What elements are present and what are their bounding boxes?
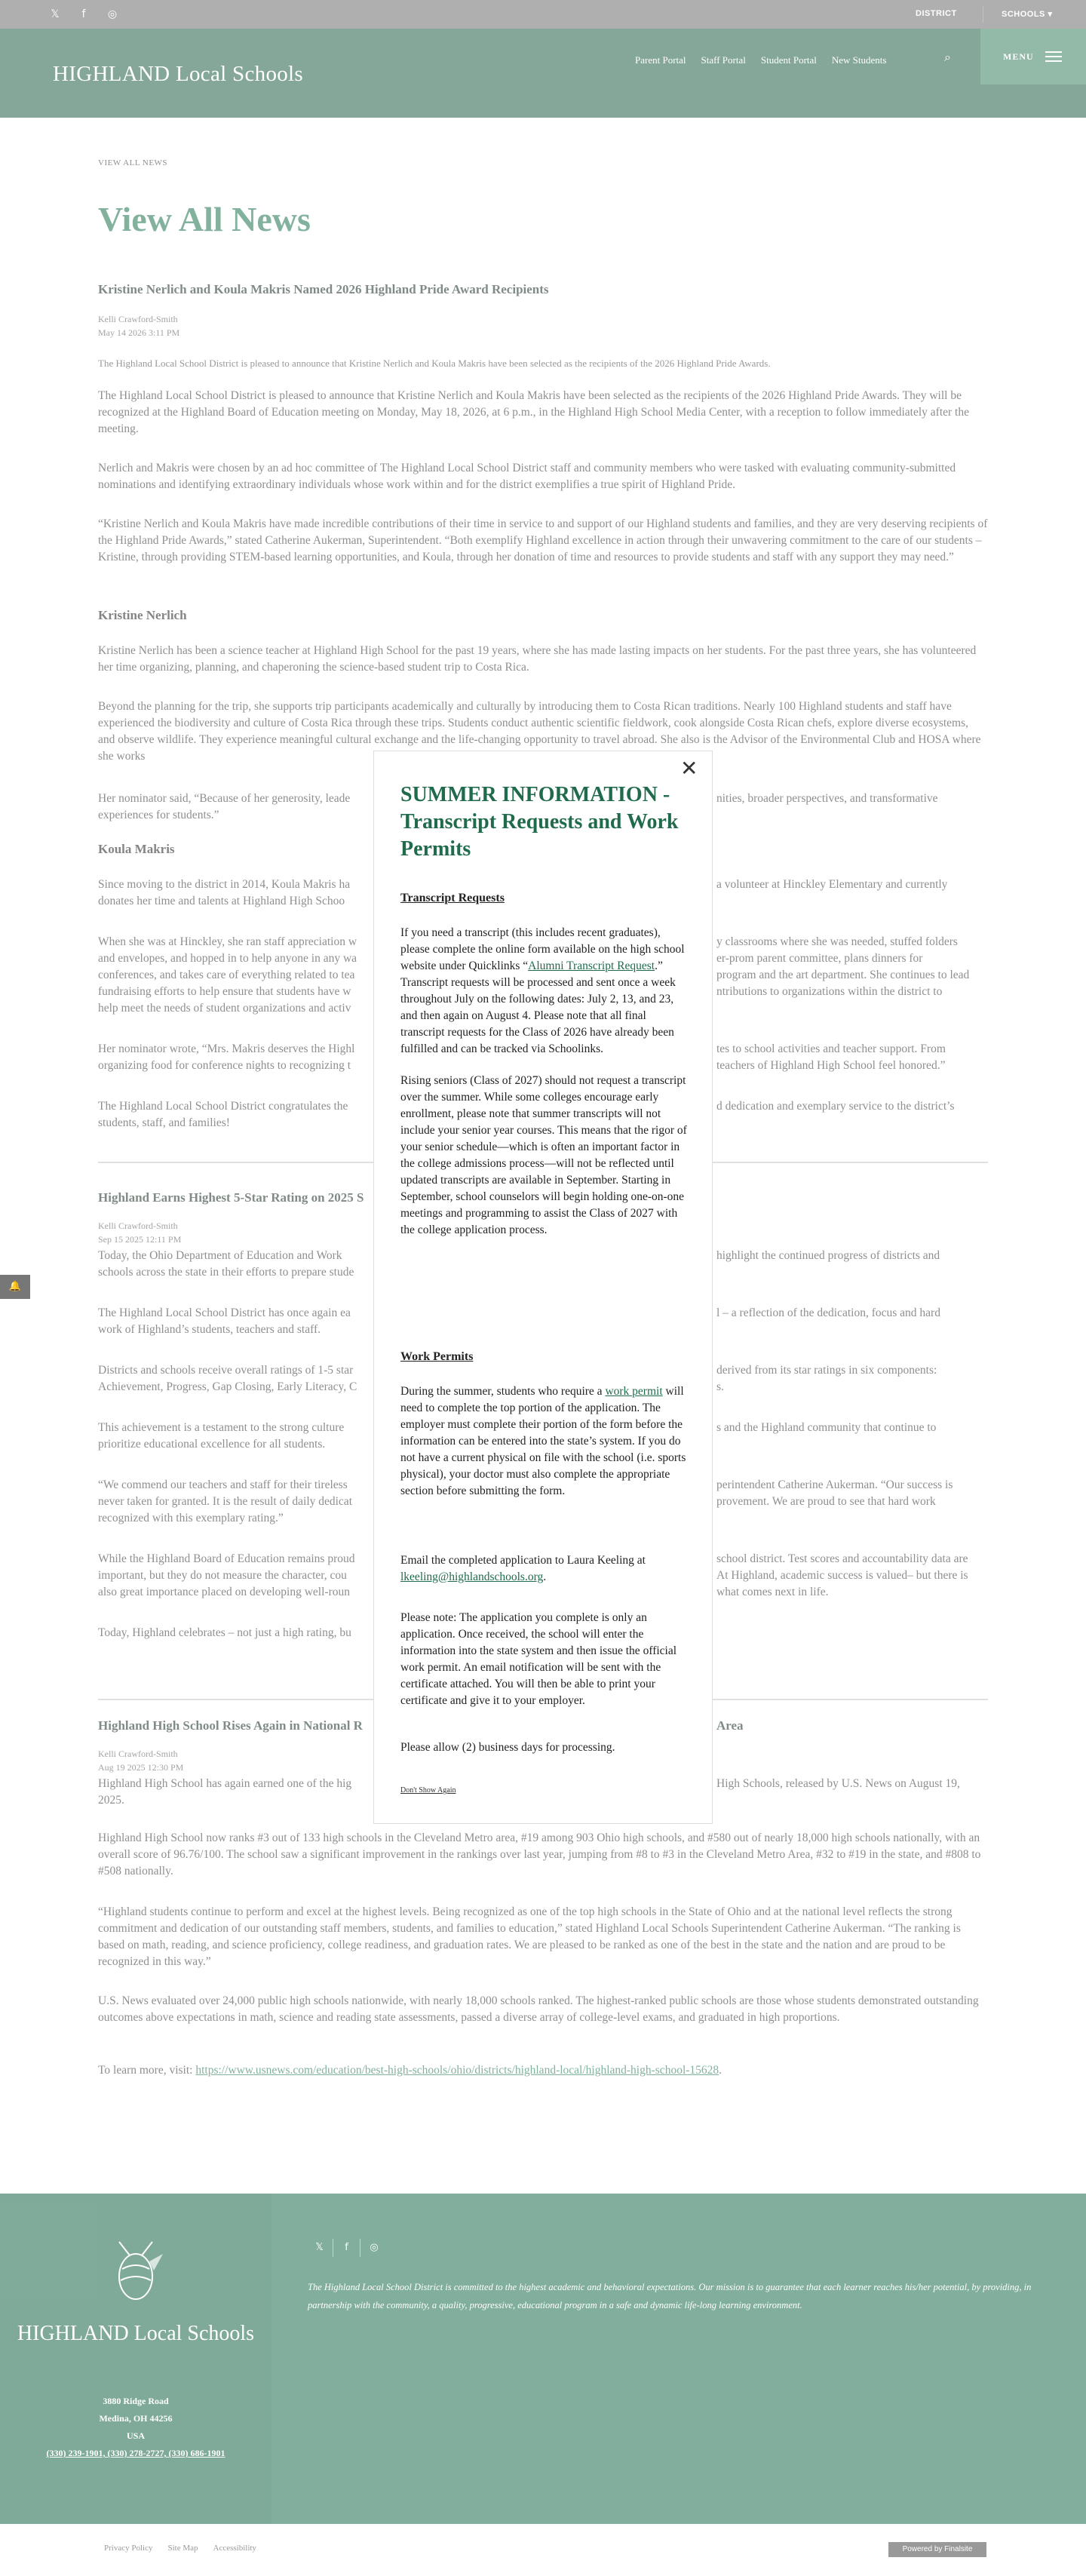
- article-paragraph-fragment: ntributions to organizations within the district to: [716, 985, 943, 998]
- site-map-link[interactable]: Site Map: [167, 2544, 198, 2553]
- modal-paragraph: Please allow (2) business days for processing.: [400, 1741, 615, 1754]
- article-paragraph: When she was at Hinckley, she ran staff appreciation w: [98, 935, 357, 948]
- article-paragraph-fragment: fundraising efforts to help ensure that students have w: [98, 985, 351, 998]
- nav-student-portal[interactable]: Student Portal: [760, 54, 817, 66]
- alumni-transcript-link[interactable]: Alumni Transcript Request: [528, 959, 655, 972]
- article-paragraph-fragment: recognized with this exemplary rating.”: [98, 1512, 284, 1524]
- article-summary: The Highland Local School District is pleased to announce that Kristine Nerlich and Koula Makris have been selected as the recipients of the 2026 Highland Pride Awards.: [98, 358, 771, 369]
- article-paragraph-fragment: conferences, and takes care of everything related to tea: [98, 969, 355, 981]
- footer-title: HIGHLAND Local Schools: [17, 2322, 255, 2345]
- learn-more-label: To learn more, visit:: [98, 2064, 196, 2077]
- address-country: USA: [126, 2430, 145, 2441]
- article-author: Kelli Crawford-Smith: [98, 1749, 178, 1759]
- address-street: 3880 Ridge Road: [103, 2396, 169, 2406]
- modal-text: If you need a transcript (this includes recent graduates), please complete the online form available on the high school website under Quicklinks “: [400, 926, 685, 972]
- article-paragraph-fragment: help meet the needs of student organizations and activ: [98, 1002, 351, 1015]
- article-paragraph: While the Highland Board of Education remains proud: [98, 1552, 355, 1565]
- article-paragraph-fragment: er-prom parent committee, plans dinners for: [716, 952, 923, 965]
- powered-by-badge[interactable]: Powered by Finalsite: [888, 2542, 986, 2557]
- email-link[interactable]: lkeeling@highlandschools.org: [400, 1570, 544, 1583]
- article-paragraph: Nerlich and Makris were chosen by an ad hoc committee of The Highland Local School District staff and community members who were tasked with evaluating community-submitted nominations and identifying extraordinary individuals whose work within and for the district exemplifies a true spirit of Highland Pride.: [98, 462, 956, 491]
- article-paragraph: The Highland Local School District has once again ea: [98, 1306, 351, 1319]
- article-paragraph: Today, the Ohio Department of Education and Work: [98, 1249, 342, 1262]
- modal-paragraph: [400, 1383, 691, 1500]
- district-link[interactable]: DISTRICT: [916, 9, 957, 18]
- breadcrumb[interactable]: VIEW ALL NEWS: [98, 158, 168, 167]
- article-paragraph: Today, Highland celebrates – not just a high rating, bu: [98, 1626, 351, 1639]
- article-paragraph: “Highland students continue to perform and excel at the highest levels. Being recognized as one of the top high schools in the State of Ohio and at the national level reflects the strong commitment and dedication of our outstanding staff members, students, and families to education,” stated Highland Local Schools Superintendent Catherine Aukerman. “The ranking is based on math, reading, and science proficiency, college readiness, and graduation rates. We are pleased to be ranked as one of the best in the state and the nation and are proud to be recognized in this way.”: [98, 1905, 961, 1968]
- article-date: Sep 15 2025 12:11 PM: [98, 1234, 182, 1245]
- modal-heading-transcripts: Transcript Requests: [400, 892, 505, 904]
- article-paragraph-fragment: donates her time and talents at Highland High Schoo: [98, 895, 345, 907]
- article-paragraph-fragment: tes to school activities and teacher support. From: [716, 1042, 946, 1055]
- modal-text: .” Transcript requests will be processed and sent once a week throughout July on the following dates: July 2, 13, and 23, and then again on August 4. Please note that all final transcript requests for the Class of 2026 have already been fulfilled and can be tracked via Schoolinks.: [400, 959, 676, 1055]
- page-title: View All News: [98, 200, 311, 238]
- phone-links[interactable]: (330) 239-1901, (330) 278-2727, (330) 686-1901: [46, 2448, 225, 2458]
- article-paragraph: Highland High School has again earned one of the hig: [98, 1777, 352, 1790]
- article-paragraph: This achievement is a testament to the strong culture: [98, 1421, 345, 1434]
- article-paragraph: The Highland Local School District congratulates the: [98, 1100, 348, 1113]
- nav-staff-portal[interactable]: Staff Portal: [701, 54, 746, 66]
- nav-new-students[interactable]: New Students: [831, 54, 887, 66]
- article-date: May 14 2026 3:11 PM: [98, 327, 180, 338]
- article-paragraph-fragment: s.: [716, 1380, 724, 1393]
- article-subheading: Koula Makris: [98, 842, 175, 856]
- article-date: Aug 19 2025 12:30 PM: [98, 1762, 184, 1773]
- article-paragraph-fragment: provement. We are proud to see that hard work: [716, 1495, 936, 1508]
- article-paragraph-fragment: and envelopes, and hopped in to help anyone in any wa: [98, 952, 357, 965]
- instagram-icon[interactable]: ◎: [107, 8, 118, 20]
- modal-text: Email the completed application to Laura Keeling at: [400, 1554, 646, 1567]
- article-title-fragment[interactable]: Area: [716, 1718, 744, 1733]
- article-paragraph-fragment: students, staff, and families!: [98, 1116, 230, 1129]
- instagram-icon[interactable]: ◎: [370, 2242, 379, 2253]
- article-paragraph-fragment: teachers of Highland High School feel honored.”: [716, 1059, 946, 1072]
- article-paragraph: Her nominator said, “Because of her generosity, leade: [98, 792, 351, 805]
- article-paragraph: U.S. News evaluated over 24,000 public high schools nationwide, with nearly 18,000 schools ranked. The highest-ranked public schools are those whose students demonstrated outstanding outcomes above expectations in math, science and reading state assessments, passed a diverse array of college-level exams, and graduated in high proportions.: [98, 1994, 979, 2024]
- article-paragraph: “Kristine Nerlich and Koula Makris have made incredible contributions of their time in service to and support of our Highland students and families, and they are very deserving recipients of the Highland Pride Awards,” stated Catherine Aukerman, Superintendent. “Both exemplify Highland excellence in action through their unwavering commitment to the care of our students – Kristine, through providing STEM-based learning opportunities, and Koula, through her donation of time and resources to provide students and staff with any support they may need.”: [98, 517, 988, 563]
- article-paragraph-fragment: school district. Test scores and accountability data are: [716, 1552, 968, 1565]
- article-paragraph-fragment: y classrooms where she was needed, stuffed folders: [716, 935, 958, 948]
- article-paragraph: The Highland Local School District is pleased to announce that Kristine Nerlich and Koula Makris have been selected as the recipients of the 2026 Highland Pride Awards. They will be recognized at the Highland Board of Education meeting on Monday, May 18, 2026, at 6 p.m., in the Highland High School Media Center, with a reception to follow immediately after the meeting.: [98, 389, 969, 435]
- bell-icon: 🔔: [8, 1281, 22, 1292]
- article-paragraph: Beyond the planning for the trip, she supports trip participants academically and culturally by introducing them to Costa Rican traditions. Nearly 100 Highland students and staff have experienced the biodiversity and culture of Costa Rica through these trips. Students conduct authentic scientific fieldwork, cook alongside Costa Rican chefs, explore diverse ecosystems, and observe wildlife. They experience meaningful cultural exchange and the life-changing opportunity to travel abroad. She also is the Advisor of the Environmental Club and HOSA where she works: [98, 700, 981, 763]
- accessibility-link[interactable]: Accessibility: [213, 2544, 256, 2553]
- article-title-link[interactable]: Kristine Nerlich and Koula Makris Named 2026 Highland Pride Award Recipients: [98, 282, 549, 296]
- article-title-link[interactable]: Highland Earns Highest 5-Star Rating on 2025 S: [98, 1190, 364, 1205]
- article-paragraph-fragment: program and the art department. She continues to lead: [716, 969, 970, 981]
- article-paragraph-fragment: a volunteer at Hinckley Elementary and currently: [716, 878, 948, 891]
- modal-paragraph: Rising seniors (Class of 2027) should not request a transcript over the summer. While some colleges encourage early enrollment, please note that summer transcripts will not include your senior year courses. This means that the rigor of your senior schedule—which is often an important factor in the college admissions process—will not be reflected until updated transcripts are available in September. Starting in September, school counselors will begin holding one-on-one meetings and programming to assist the Class of 2027 with the college application process.: [400, 1074, 687, 1236]
- schools-dropdown[interactable]: SCHOOLS ▾: [1002, 10, 1053, 19]
- twitter-icon[interactable]: 𝕏: [51, 8, 60, 20]
- article-author: Kelli Crawford-Smith: [98, 1220, 178, 1231]
- article-author: Kelli Crawford-Smith: [98, 314, 178, 324]
- modal-paragraph: [400, 925, 691, 1058]
- modal-paragraph: [400, 1552, 691, 1586]
- article-subheading: Kristine Nerlich: [98, 608, 187, 622]
- article-paragraph-fragment: d dedication and exemplary service to the district’s: [716, 1100, 955, 1113]
- article-paragraph-fragment: also great importance placed on developing well-roun: [98, 1586, 350, 1598]
- work-permit-link[interactable]: work permit: [605, 1385, 663, 1398]
- article-paragraph-fragment: organizing food for conference nights to recognizing t: [98, 1059, 351, 1072]
- nav-parent-portal[interactable]: Parent Portal: [635, 54, 686, 66]
- article-paragraph-fragment: never taken for granted. It is the result of daily dedicat: [98, 1495, 352, 1508]
- article-paragraph-fragment: what comes next in life.: [716, 1586, 829, 1598]
- article-paragraph-fragment: High Schools, released by U.S. News on August 19,: [716, 1777, 960, 1790]
- article-paragraph-fragment: nities, broader perspectives, and transformative: [716, 792, 938, 805]
- article-paragraph-fragment: work of Highland’s students, teachers and staff.: [98, 1323, 321, 1336]
- article-paragraph: Her nominator wrote, “Mrs. Makris deserves the Highl: [98, 1042, 355, 1055]
- facebook-icon[interactable]: f: [333, 2239, 360, 2257]
- modal-heading-work-permits: Work Permits: [400, 1350, 474, 1363]
- article-paragraph: Kristine Nerlich has been a science teacher at Highland High School for the past 19 years, where she has made lasting impacts on her students. For the past three years, she has volunteered her time organizing, planning, and chaperoning the science-based student trip to Costa Rica.: [98, 644, 977, 674]
- menu-label: MENU: [1003, 51, 1034, 62]
- mission-statement: The Highland Local School District is committed to the highest academic and behavioral expectations. Our mission is to guarantee that each learner reaches his/her potential, by providing, in partnership with the community, a quality, progressive, educational program in a safe and dynamic life-long learning environment.: [308, 2282, 1032, 2310]
- modal-paragraph: Please note: The application you complete is only an application. Once received, the school will enter the information into the state system and then issue the official work permit. An email notification will be sent with the certificate attached. You will then be able to print your certificate and give it to your employer.: [400, 1611, 677, 1707]
- facebook-icon[interactable]: f: [81, 8, 86, 20]
- modal-text: During the summer, students who require a: [400, 1385, 606, 1398]
- summer-info-modal: [373, 751, 713, 1824]
- article-paragraph-fragment: At Highland, academic success is valued– but there is: [716, 1569, 968, 1582]
- article-paragraph: “We commend our teachers and staff for their tireless: [98, 1478, 348, 1491]
- article-title-link[interactable]: Highland High School Rises Again in National R: [98, 1718, 363, 1733]
- article-paragraph: Districts and schools receive overall ratings of 1-5 star: [98, 1364, 354, 1377]
- address-city: Medina, OH 44256: [99, 2413, 173, 2424]
- article-paragraph-fragment: prioritize educational excellence for all students.: [98, 1438, 326, 1451]
- article-paragraph-fragment: 2025.: [98, 1794, 124, 1807]
- article-paragraph-fragment: schools across the state in their efforts to prepare stude: [98, 1266, 354, 1279]
- site-logo[interactable]: HIGHLAND Local Schools: [53, 62, 303, 86]
- accessibility-tab[interactable]: [0, 1275, 30, 1299]
- article-paragraph-fragment: derived from its star ratings in six components:: [716, 1364, 937, 1377]
- article-paragraph-fragment: highlight the continued progress of districts and: [716, 1249, 940, 1262]
- modal-text: .: [543, 1570, 547, 1583]
- article-paragraph: Since moving to the district in 2014, Koula Makris ha: [98, 878, 351, 891]
- usnews-link[interactable]: https://www.usnews.com/education/best-high-schools/ohio/districts/highland-local/highland-high-school-15628: [195, 2064, 719, 2077]
- article-paragraph: Highland High School now ranks #3 out of 133 high schools in the Cleveland Metro area, #19 among 903 Ohio high schools, and #580 out of nearly 18,000 high schools nationally, with an overall score of 96.76/100. The school saw a significant improvement in the rankings over last year, jumping from #8 to #3 in the Cleveland Metro Area, #32 to #19 in the state, and #808 to #508 nationally.: [98, 1831, 981, 1878]
- article-paragraph-fragment: Achievement, Progress, Gap Closing, Early Literacy, C: [98, 1380, 357, 1393]
- article-paragraph-fragment: perintendent Catherine Aukerman. “Our success is: [716, 1478, 953, 1491]
- twitter-icon[interactable]: 𝕏: [306, 2239, 333, 2257]
- privacy-policy-link[interactable]: Privacy Policy: [104, 2544, 153, 2553]
- article-paragraph-fragment: important, but they do not measure the character, cou: [98, 1569, 347, 1582]
- close-icon[interactable]: ✕: [680, 756, 698, 781]
- article-paragraph-fragment: experiences for students.”: [98, 809, 219, 821]
- article-paragraph-fragment: s and the Highland community that continue to: [716, 1421, 937, 1434]
- article-paragraph-fragment: l – a reflection of the dedication, focus and hard: [716, 1306, 940, 1319]
- modal-title: SUMMER INFORMATION - Transcript Requests and Work Permits: [400, 783, 679, 861]
- modal-text: will need to complete the top portion of the application. The employer must complete their portion of the form before the information can be entered into the state’s system. If you do not have a current physical on file with the school (i.e. sports physical), your doctor must also complete the appropriate section before submitting the form.: [400, 1385, 686, 1497]
- dont-show-again-link[interactable]: Don't Show Again: [400, 1786, 456, 1795]
- learn-more-period: .: [719, 2064, 722, 2077]
- search-icon[interactable]: ⌕: [944, 50, 951, 64]
